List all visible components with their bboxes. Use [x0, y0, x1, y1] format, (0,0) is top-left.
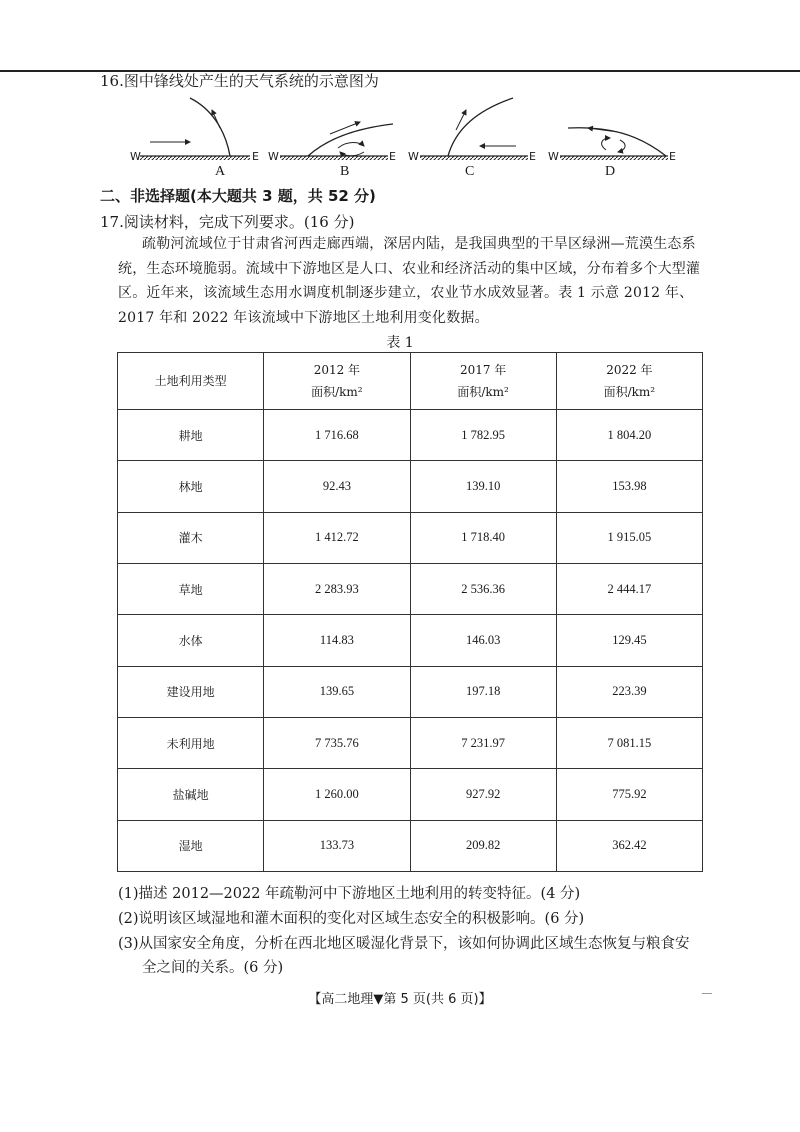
area-cell: 2 444.17 — [556, 563, 702, 614]
header-land-type: 土地利用类型 — [118, 353, 264, 410]
area-cell: 129.45 — [556, 615, 702, 666]
table-caption: 表 1 — [386, 335, 414, 351]
table-row — [118, 717, 703, 768]
area-cell: 1 804.20 — [556, 410, 702, 461]
subquestion-1: (1)描述 2012—2022 年疏勒河中下游地区土地利用的转变特征。(4 分) — [118, 886, 581, 902]
area-cell: 362.42 — [556, 820, 702, 871]
area-cell: 1 782.95 — [410, 410, 556, 461]
land-type-cell: 建设用地 — [118, 666, 264, 717]
east-label: E — [252, 150, 259, 163]
area-cell: 1 412.72 — [264, 512, 410, 563]
land-type-cell: 林地 — [118, 461, 264, 512]
front-diagram-a — [130, 98, 280, 188]
area-cell: 114.83 — [264, 615, 410, 666]
area-cell: 92.43 — [264, 461, 410, 512]
option-letter: D — [605, 164, 616, 179]
question-17: 17.阅读材料，完成下列要求。(16 分) — [100, 213, 355, 231]
table-header-row — [118, 353, 703, 410]
land-type-cell: 未利用地 — [118, 717, 264, 768]
subquestion-3: (3)从国家安全角度，分析在西北地区暖湿化背景下，该如何协调此区域生态恢复与粮食安 — [118, 936, 690, 952]
area-cell: 7 231.97 — [410, 717, 556, 768]
header-year: 2012 年 — [313, 363, 361, 377]
table-row — [118, 615, 703, 666]
land-type-cell: 水体 — [118, 615, 264, 666]
area-cell: 139.10 — [410, 461, 556, 512]
area-cell: 146.03 — [410, 615, 556, 666]
subquestion-3-continued: 全之间的关系。(6 分) — [142, 960, 284, 976]
area-cell: 139.65 — [264, 666, 410, 717]
east-label: E — [389, 150, 396, 163]
front-diagram-a-svg — [130, 98, 280, 188]
table-row — [118, 666, 703, 717]
area-cell: 133.73 — [264, 820, 410, 871]
front-diagram-d-svg — [548, 98, 698, 188]
subquestion-2: (2)说明该区域湿地和灌木面积的变化对区域生态安全的积极影响。(6 分) — [118, 911, 585, 927]
header-unit: 面积/km² — [311, 385, 363, 399]
header-year: 2022 年 — [606, 363, 653, 377]
header-unit: 面积/km² — [603, 385, 656, 399]
land-type-cell: 盐碱地 — [118, 769, 264, 820]
reading-material: 疏勒河流域位于甘肃省河西走廊西端，深居内陆，是我国典型的干旱区绿洲—荒漠生态系统，生态环境脆弱。流域中下游地区是人口、农业和经济活动的集中区域，分布着多个大型灌区。近年来，该流域生态用水调度机制逐步建立，农业节水成效显著。表 1 示意 2012 年、2017 年和 2022 年该流域中下游地区土地利用变化数据。 — [118, 236, 701, 326]
land-type-cell: 湿地 — [118, 820, 264, 871]
front-diagram-b — [268, 98, 418, 188]
front-diagram-d — [548, 98, 698, 188]
table-row — [118, 410, 703, 461]
land-type-cell: 草地 — [118, 563, 264, 614]
west-label: W — [548, 150, 559, 163]
table-row — [118, 512, 703, 563]
section-title: 二、非选择题(本大题共 3 题，共 52 分) — [100, 187, 376, 205]
footer-mark — [702, 993, 712, 994]
front-diagram-c-svg — [408, 98, 558, 188]
area-cell: 223.39 — [556, 666, 702, 717]
area-cell: 7 081.15 — [556, 717, 702, 768]
table-row — [118, 820, 703, 871]
front-diagram-c — [408, 98, 558, 188]
table-row — [118, 563, 703, 614]
option-letter: A — [215, 164, 226, 179]
header-2022 — [556, 353, 702, 410]
header-2017 — [410, 353, 556, 410]
area-cell: 2 283.93 — [264, 563, 410, 614]
area-cell: 1 260.00 — [264, 769, 410, 820]
east-label: E — [669, 150, 676, 163]
area-cell: 2 536.36 — [410, 563, 556, 614]
west-label: W — [130, 150, 141, 163]
area-cell: 1 915.05 — [556, 512, 702, 563]
table-row — [118, 769, 703, 820]
area-cell: 209.82 — [410, 820, 556, 871]
area-cell: 927.92 — [410, 769, 556, 820]
land-use-table — [117, 352, 703, 872]
question-16: 16.图中锋线处产生的天气系统的示意图为 — [100, 72, 379, 90]
header-year: 2017 年 — [459, 363, 507, 377]
header-2012 — [264, 353, 410, 410]
header-unit: 面积/km² — [457, 385, 509, 399]
area-cell: 775.92 — [556, 769, 702, 820]
area-cell: 1 718.40 — [410, 512, 556, 563]
area-cell: 7 735.76 — [264, 717, 410, 768]
land-type-cell: 耕地 — [118, 410, 264, 461]
page-footer: 【高二地理▼第 5 页(共 6 页)】 — [308, 992, 492, 1007]
area-cell: 1 716.68 — [264, 410, 410, 461]
table-row — [118, 461, 703, 512]
area-cell: 197.18 — [410, 666, 556, 717]
area-cell: 153.98 — [556, 461, 702, 512]
option-letter: B — [340, 164, 350, 179]
land-type-cell: 灌木 — [118, 512, 264, 563]
east-label: E — [529, 150, 536, 163]
west-label: W — [408, 150, 419, 163]
west-label: W — [268, 150, 279, 163]
option-letter: C — [465, 164, 475, 179]
